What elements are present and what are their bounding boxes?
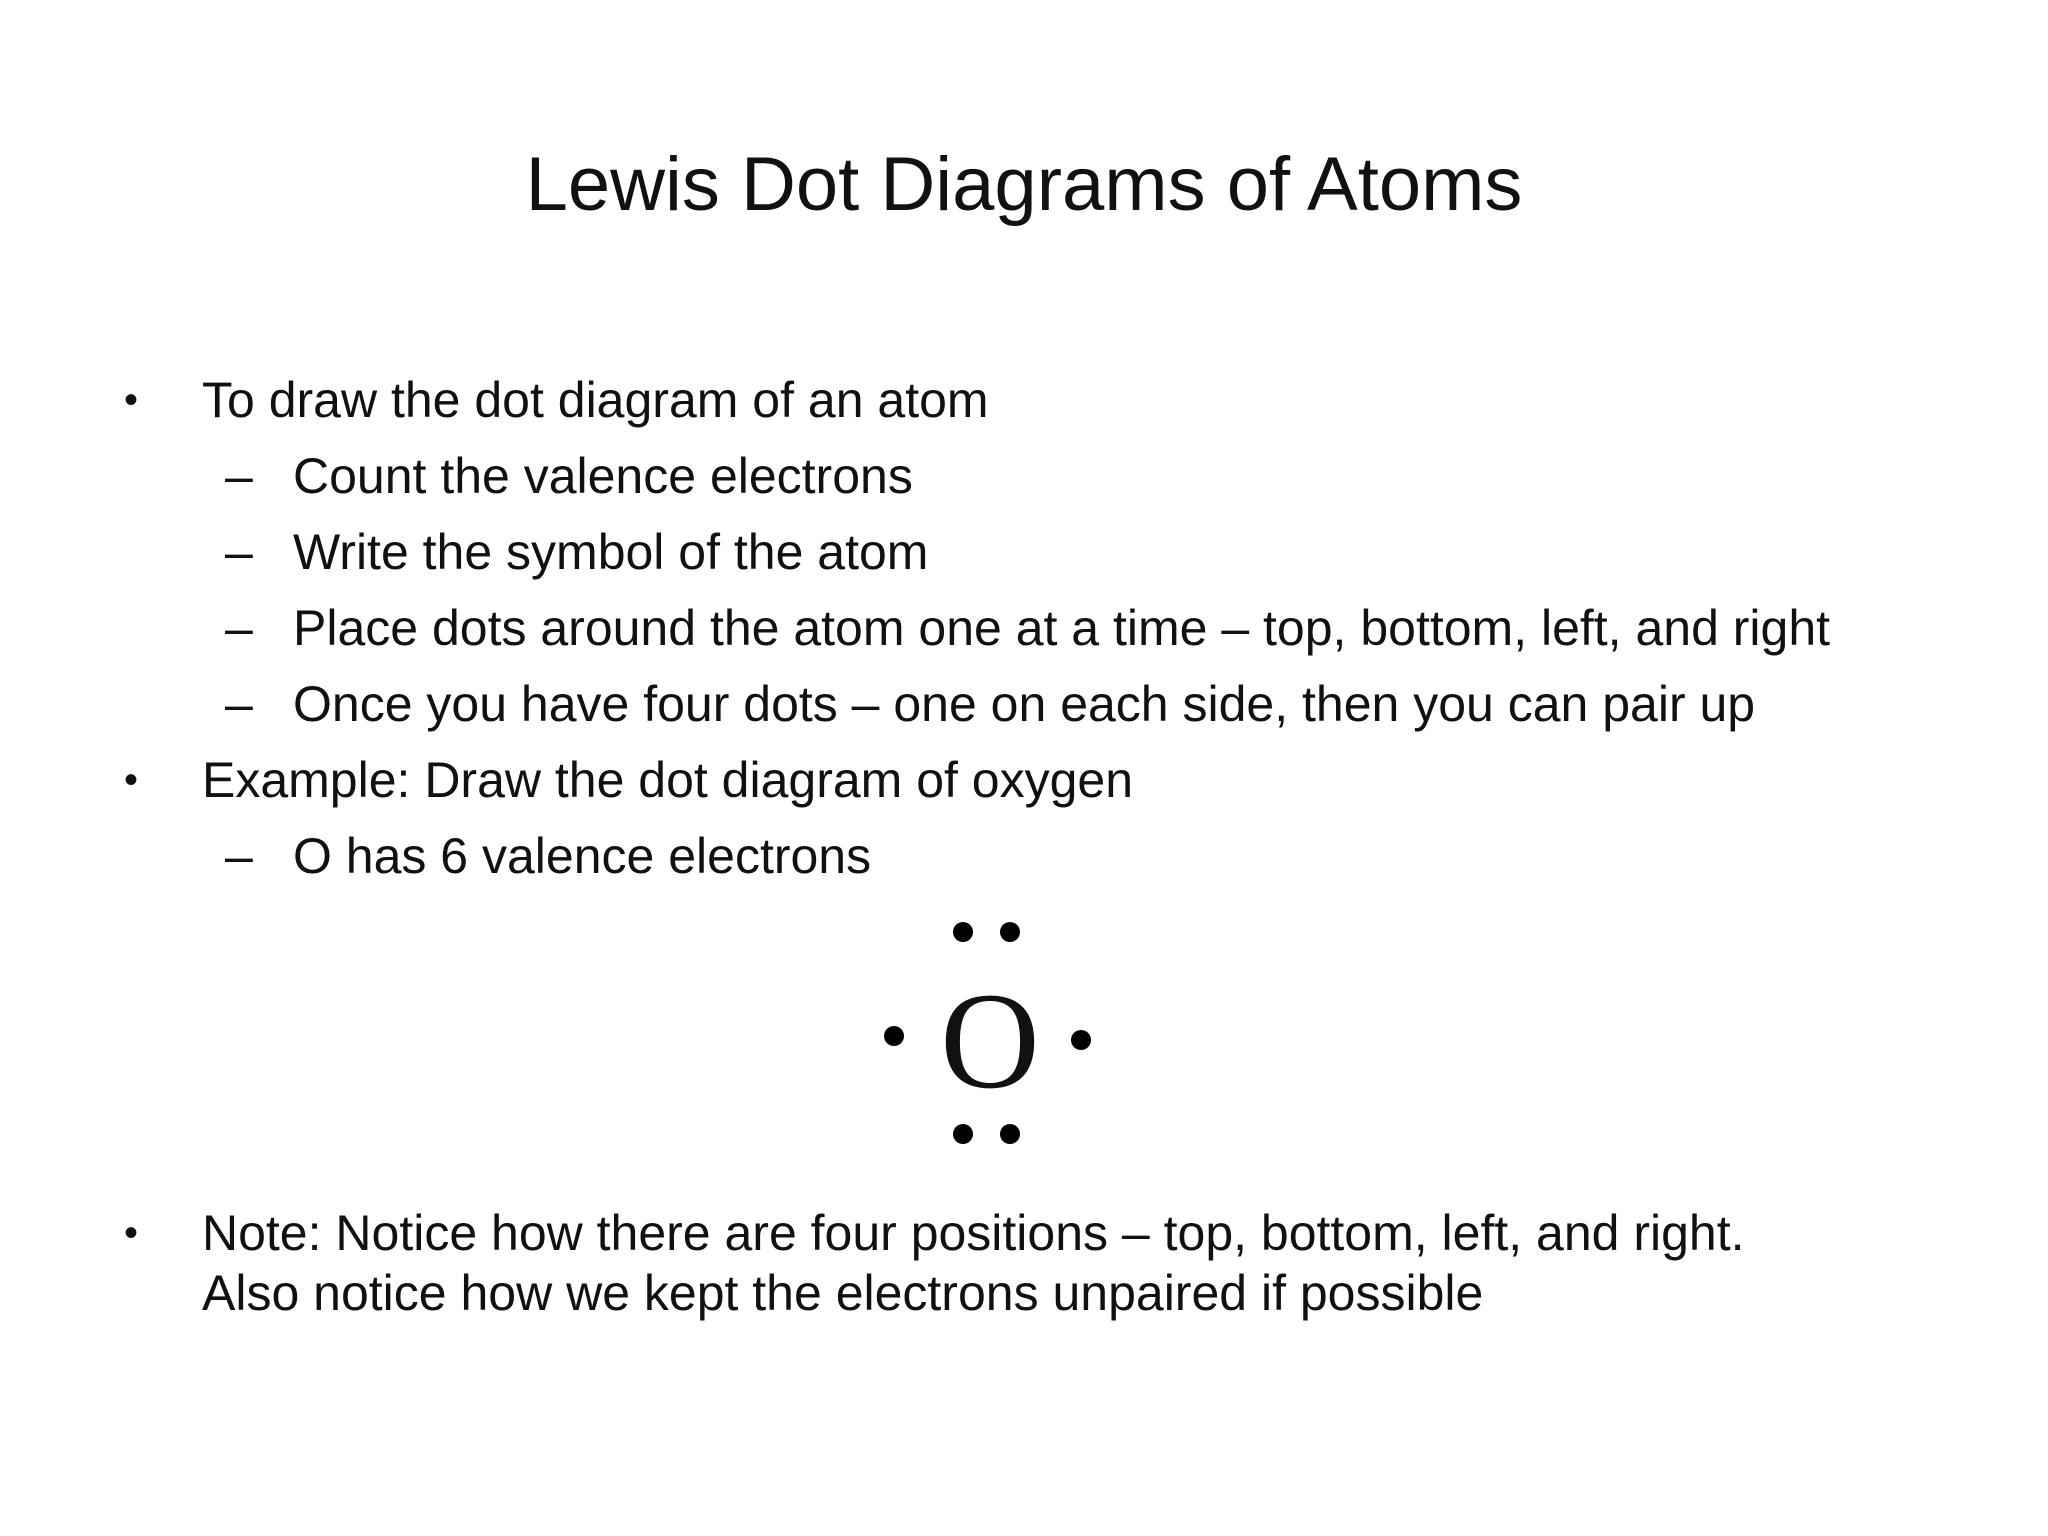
sub-bullet-text: Place dots around the atom one at a time – top, bottom, left, and right [293,600,1831,656]
dash-marker: – [225,676,253,732]
note-text-line-1: Note: Notice how there are four positions – top, bottom, left, and right. [202,1205,1745,1261]
bullet-marker: • [124,378,139,422]
sub-bullet-text: Once you have four dots – one on each side, then you can pair up [293,676,1756,732]
electron-dot-top [953,922,973,942]
dash-marker: – [225,828,253,884]
electron-dot-right [1071,1030,1091,1050]
sub-bullet-text: O has 6 valence electrons [293,828,872,884]
note-text-line-2: Also notice how we kept the electrons unpaired if possible [202,1265,1484,1321]
sub-bullet-text: Count the valence electrons [293,448,913,504]
dash-marker: – [225,600,253,656]
electron-dot-left [884,1026,904,1046]
sub-bullet-text: Write the symbol of the atom [293,524,929,580]
bullet-marker: • [124,758,139,802]
electron-dot-top [1000,922,1020,942]
atom-symbol: O [940,964,1040,1117]
dash-marker: – [225,448,253,504]
bullet-marker: • [124,1211,139,1255]
dash-marker: – [225,524,253,580]
bullet-text: Example: Draw the dot diagram of oxygen [202,752,1134,808]
bullet-text: To draw the dot diagram of an atom [202,372,989,428]
slide-title: Lewis Dot Diagrams of Atoms [525,142,1523,227]
electron-dot-bottom [1000,1124,1020,1144]
electron-dot-bottom [953,1124,973,1144]
